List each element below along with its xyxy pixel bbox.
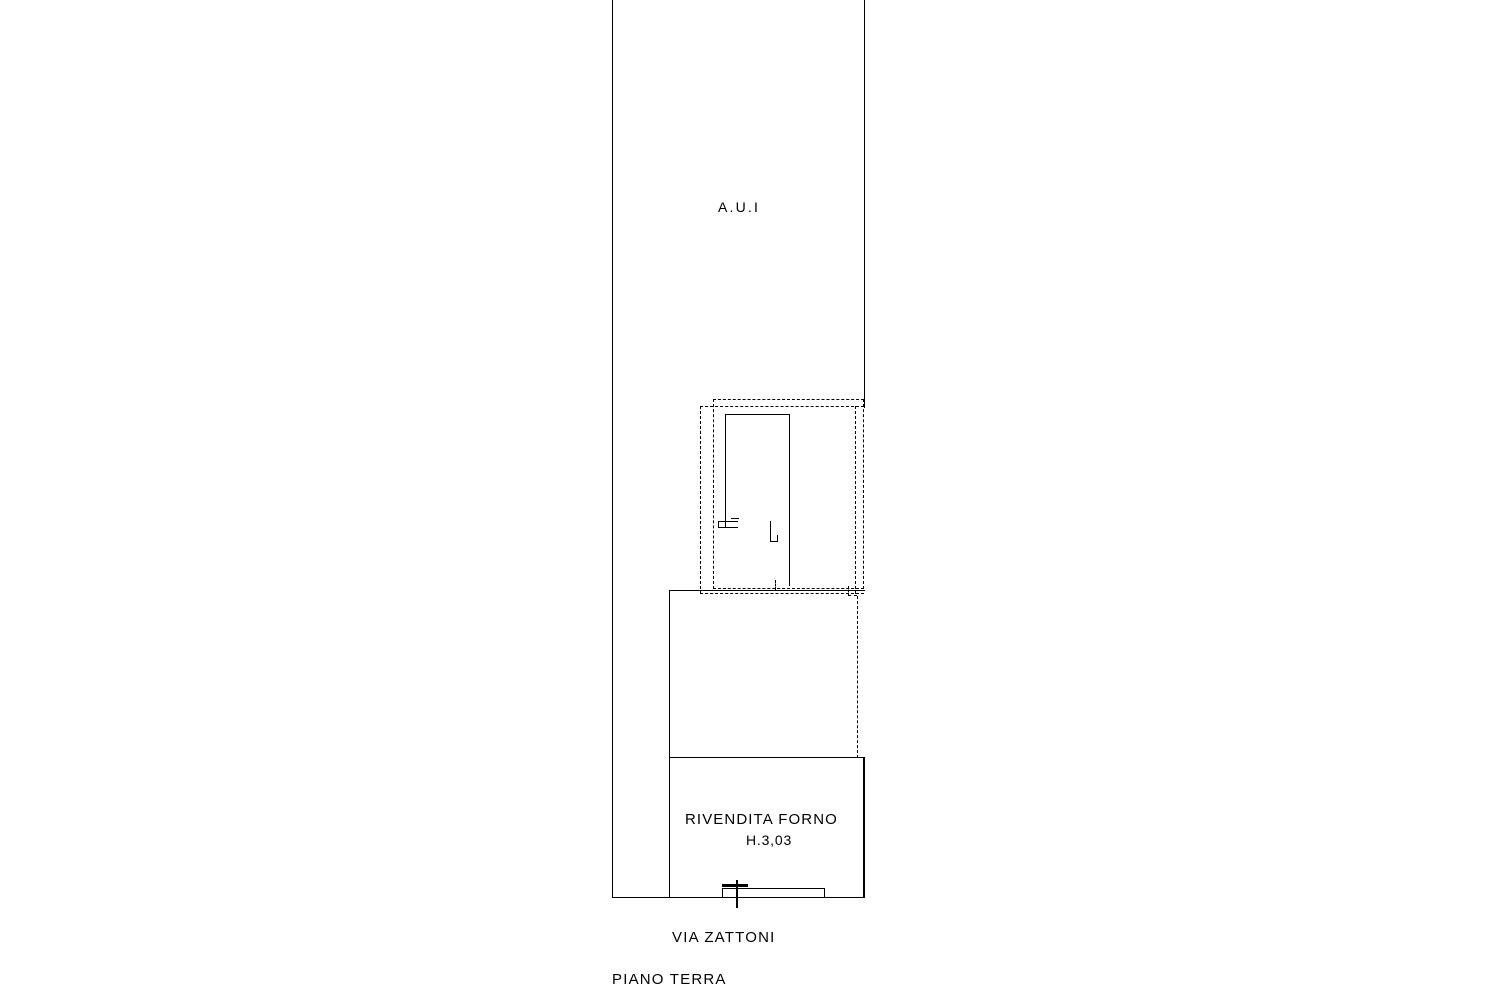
dashed-jog-right-base <box>848 595 857 596</box>
dashed-step-left <box>775 580 776 590</box>
middle-room-left-wall <box>669 590 670 758</box>
stair-step-mark-b <box>770 521 771 541</box>
shop-left-wall <box>669 757 670 898</box>
dashed-upper-block-left <box>713 399 714 589</box>
street-label: VIA ZATTONI <box>672 929 776 946</box>
stair-shaft-right-wall <box>789 414 790 586</box>
shop-top-wall <box>669 757 865 758</box>
dashed-inner-block-top <box>700 406 864 407</box>
floor-label: PIANO TERRA <box>612 971 727 988</box>
shop-name-label: RIVENDITA FORNO <box>685 811 838 828</box>
middle-room-top-wall <box>669 590 865 591</box>
shopfront-window-right-jamb <box>824 888 825 897</box>
stair-step-mark-c <box>770 541 777 542</box>
outline-right-wall-upper <box>864 0 865 408</box>
dashed-upper-block-bottom <box>713 588 864 589</box>
shopfront-window-left-jamb <box>722 888 723 897</box>
dashed-inner-block-left <box>700 406 701 594</box>
stair-landing-line-2 <box>718 527 738 528</box>
stair-step-mark-a <box>731 518 739 519</box>
dashed-upper-block-top <box>713 399 864 400</box>
dashed-inner-block-bottom <box>700 593 864 594</box>
entrance-door-threshold <box>722 884 748 887</box>
dashed-upper-block-right <box>863 399 864 589</box>
stair-landing-edge <box>718 521 719 528</box>
entrance-door-leaf <box>736 880 738 908</box>
stair-shaft-top-wall <box>725 414 790 415</box>
upper-area-label: A.U.I <box>718 199 761 215</box>
outline-left-wall <box>612 0 613 898</box>
shop-right-wall <box>863 757 864 898</box>
stair-landing-line <box>718 521 738 522</box>
stair-step-mark-d <box>777 535 778 542</box>
shop-height-label: H.3,03 <box>746 832 793 848</box>
stair-shaft-left-wall <box>725 414 726 528</box>
middle-room-right-wall <box>857 596 858 758</box>
outline-right-wall-lower <box>864 757 865 898</box>
dashed-inner-block-right <box>855 406 856 594</box>
shop-bottom-wall <box>669 897 864 898</box>
